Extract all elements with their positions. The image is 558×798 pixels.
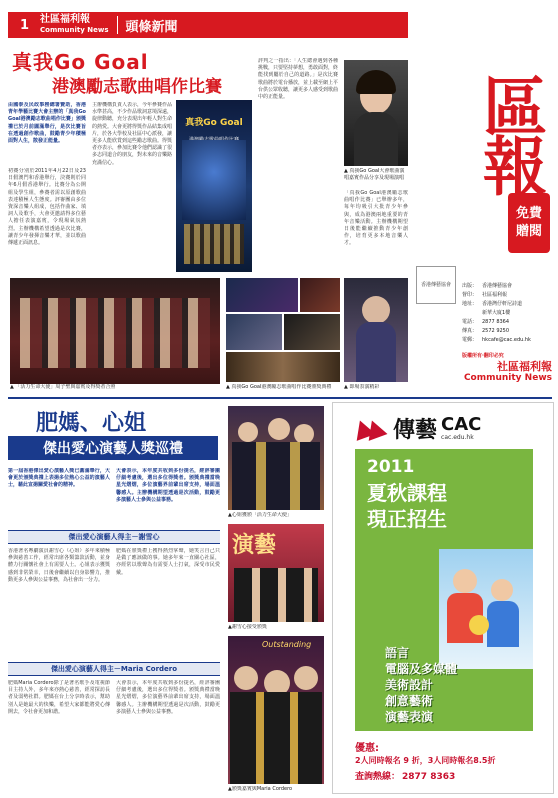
- info-row-label: 電話：: [462, 319, 478, 325]
- story2-title-line2: 傑出愛心演藝人獎巡禮: [8, 436, 218, 460]
- section2-body: 肥媽Maria Cordero除了是著名歌手及電視節目主持人外，多年來亦熱心慈善，經常探訪長者及弱勢社群。肥媽在台上分享時表示，幫助別人是她最大的快樂，希望大家都能將愛心傳開去，令社會更加和諧。: [8, 680, 110, 715]
- stage-photo-4: [284, 314, 340, 350]
- performance-caption: ▲ 即場表演精彩: [344, 384, 380, 390]
- promo-year: 2011: [367, 457, 415, 477]
- promo-headline-2: 現正招生: [367, 507, 447, 531]
- info-row: [462, 291, 554, 300]
- section-name-en: Community News: [40, 26, 109, 34]
- lead-story-subtitle: 港澳勵志歌曲唱作比賽: [52, 77, 222, 97]
- hotline-label: 查詢熱線：: [355, 772, 401, 782]
- section2-heading: 傑出愛心演藝人得主－Maria Cordero: [50, 665, 178, 673]
- award-stage-photo: 演藝: [228, 524, 324, 622]
- lead-story-body-3: 評判之一指出：「人生總會遇到各種挑戰，只要堅持夢想，勇敢面對，終能找到屬於自己的道路。」是次比賽歌曲將於電台播放，並上載至網上平台供公眾收聽，讓更多人感受到歌曲中的正能量。: [258, 58, 338, 101]
- contest-poster: 真我Go Goal: [176, 100, 252, 272]
- copyright-note: 版權所有‧翻印必究: [462, 353, 504, 359]
- info-row-label: 地址：: [462, 301, 478, 307]
- publisher-logo: 香港傳藝協會: [416, 266, 456, 304]
- masthead-footer: 社區福利報 Community News: [463, 360, 552, 383]
- course-item: 創意藝術: [385, 694, 434, 708]
- stage-photo-6: [344, 278, 408, 382]
- cac-brand-en: CAC: [441, 413, 482, 435]
- page-number: 1: [20, 17, 30, 33]
- info-row: [462, 300, 554, 309]
- cac-advertisement: [332, 402, 554, 794]
- cac-brand-cn: 傳藝: [393, 418, 438, 443]
- offer-label: 優惠:: [355, 743, 379, 754]
- section1-body: 香港著名粵劇演員謝雪心（心姐）多年來積極參與慈善工作，經常出席各類籌款活動，並身體力行關懷社會上有需要人士。心姐表示獲獎感到非常榮幸，日後會繼續以自身影響力，推動更多人參與公益事務，為社會出一分力。: [8, 548, 110, 583]
- section2-heading-bar: [8, 662, 220, 676]
- info-row-value: hkcafe@cac.edu.hk: [482, 337, 531, 343]
- headline-tag: 頭條新聞: [125, 19, 178, 35]
- info-row-label: 電郵：: [462, 337, 478, 343]
- course-item: 美術設計: [385, 678, 434, 692]
- section1-heading-bar: [8, 530, 220, 544]
- cac-url[interactable]: cac.edu.hk: [441, 433, 474, 441]
- info-row-label: 傳真：: [462, 328, 478, 334]
- cac-logo-mark-icon: [353, 416, 389, 442]
- maria-cordero-caption: ▲頒獎嘉賓與Maria Cordero: [228, 786, 293, 792]
- info-row: [462, 282, 554, 291]
- course-item: 語言: [385, 646, 410, 660]
- lead-story-title: 真我Go Goal: [12, 50, 149, 74]
- promo-headline-1: 夏秋課程: [367, 481, 447, 505]
- maria-cordero-photo: Outstanding: [228, 636, 324, 784]
- lead-story-body-2: 主辦機構負責人表示，今年參賽作品水準甚高，不少作品歌詞意境深遠，旋律動聽，充分表現出年輕人對生命的熱愛。大會更將得獎作品結集成唱片，於各大學校及社區中心派發，讓更多人能欣賞到這些勵志歌曲。得獎者亦表示，參加比賽令他們認識了很多志同道合的朋友，對未來的音樂路充滿信心。: [92, 102, 172, 166]
- info-row-label: 出版：: [462, 283, 478, 289]
- lead-story-body-1: 初賽分別於2011年4月22日及23日假澳門和香港舉行，決賽則於同年6月假香港舉行。比賽分為公開組及學生組，參賽者需以原創歌曲表達積極人生態度。評審團由多位資深音樂人組成，包括作曲家、填詞人及歌手，大會更邀請得多位藝人擔任表演嘉賓，令現場氣氛熱烈。主辦機構希望透過是次比賽，讓青少年發揮音樂才華，並以歌曲傳遞正面訊息。: [8, 168, 86, 247]
- course-item: 電腦及多媒體: [385, 662, 458, 676]
- offer-text: 2人同時報名 9 折，3人同時報名8.5折: [355, 756, 496, 765]
- info-row-value: 香港傳藝協會: [482, 283, 513, 289]
- lead-story-intro: 由國泰及民政事務總署贊助，香港青年學藝比賽大會主辦的「真我Go Goal港澳勵志歌曲唱作比賽」頒獎禮已於月前圓滿舉行，是次比賽旨在透過創作歌曲，鼓勵青少年積極面對人生，散發正能量。: [8, 102, 86, 145]
- info-row-value: 2877 8364: [482, 319, 510, 325]
- singer-photo: [344, 60, 408, 166]
- info-row-value: 社區福利報: [482, 292, 508, 298]
- section-divider: [8, 397, 552, 399]
- info-row: [462, 309, 554, 318]
- section1-body-col2: 肥媽在頒獎禮上獲得熱烈掌聲，她笑言自己只是做了應該做的事。她多年來一直關心社區，亦經常以歌聲為有需要人士打氣，深受市民愛戴。: [116, 548, 220, 576]
- story2-intro: 第一屆香港傑出愛心演藝人獎已圓滿舉行，大會更於頒獎典禮上表揚多位熱心公益的演藝人士，藉此宣揚關愛社會的精神。: [8, 468, 110, 489]
- story2-right-col: 大會表示，本年度共收到多份提名，經評審團仔細考慮後，選出多位得獎者。頒獎典禮當晚星光熠熠，多位演藝界前輩出席支持，場面溫馨感人。主辦機構期望透過是次活動，鼓勵更多演藝人士參與公益事務。: [116, 468, 220, 503]
- free-badge: 免費 贈閱: [508, 193, 550, 253]
- stage-photo-5: [226, 352, 340, 382]
- info-row: [462, 318, 554, 327]
- lead-story-body-4: 「真我Go Goal港澳勵志歌曲唱作比賽」已舉辦多年，每年均吸引大批青少年參與，成為港澳兩地重要的青年音樂活動。主辦機構期望日後能繼續推動青少年創作，培育更多本地音樂人才。: [344, 190, 408, 247]
- info-row: [462, 327, 554, 336]
- award-ceremony-caption: ▲ 「活力生命大使」周子聖與嘉賓及得獎者合照: [10, 384, 116, 390]
- section-name-cn: 社區福利報: [40, 14, 90, 25]
- award-ceremony-photo: [10, 278, 220, 384]
- stage-photo-2: [300, 278, 340, 312]
- course-promo-block: [355, 449, 533, 731]
- info-row-value: 2572 9250: [482, 328, 510, 334]
- section1-heading: 傑出愛心演藝人得主－謝雪心: [68, 533, 160, 541]
- singer-photo-caption: ▲ 真我Go Goal大會歌曲演唱嘉賓作品分享及現場演唱: [344, 168, 405, 181]
- sister-sum-photo: [228, 406, 324, 510]
- sister-sum-caption: ▲心姐獲頒「活力生命大使」: [228, 512, 292, 518]
- header-bar: [8, 12, 408, 38]
- section2-body-col2: 大會表示，本年度共收到多份提名，經評審團仔細考慮後，選出多位得獎者。頒獎典禮當晚星光熠熠，多位演藝界前輩出席支持，場面溫馨感人。主辦機構期望透過是次活動，鼓勵更多演藝人士參與公益事務。: [116, 680, 220, 715]
- stage-photo-3: [226, 314, 282, 350]
- award-stage-caption: ▲謝雪心接受頒獎: [228, 624, 267, 630]
- cac-logo: [353, 413, 481, 444]
- hotline-number[interactable]: 2877 8363: [402, 772, 456, 782]
- info-row-label: [462, 309, 482, 318]
- masthead-title: 區報: [472, 73, 547, 193]
- info-row-value: 新華大廈1樓: [482, 310, 511, 316]
- ceremony-caption: ▲ 真我Go Goal港澳勵志歌曲唱作比賽頒獎典禮: [226, 384, 332, 390]
- stage-photo-1: [226, 278, 298, 312]
- story2-title-line1: 肥媽、心姐: [36, 411, 147, 436]
- info-row-label: 督印：: [462, 292, 478, 298]
- info-row-value: 香港灣仔軒尼詩道: [482, 301, 523, 307]
- info-row: [462, 336, 554, 345]
- info-box: [416, 266, 550, 359]
- course-item: 演藝表演: [385, 710, 434, 724]
